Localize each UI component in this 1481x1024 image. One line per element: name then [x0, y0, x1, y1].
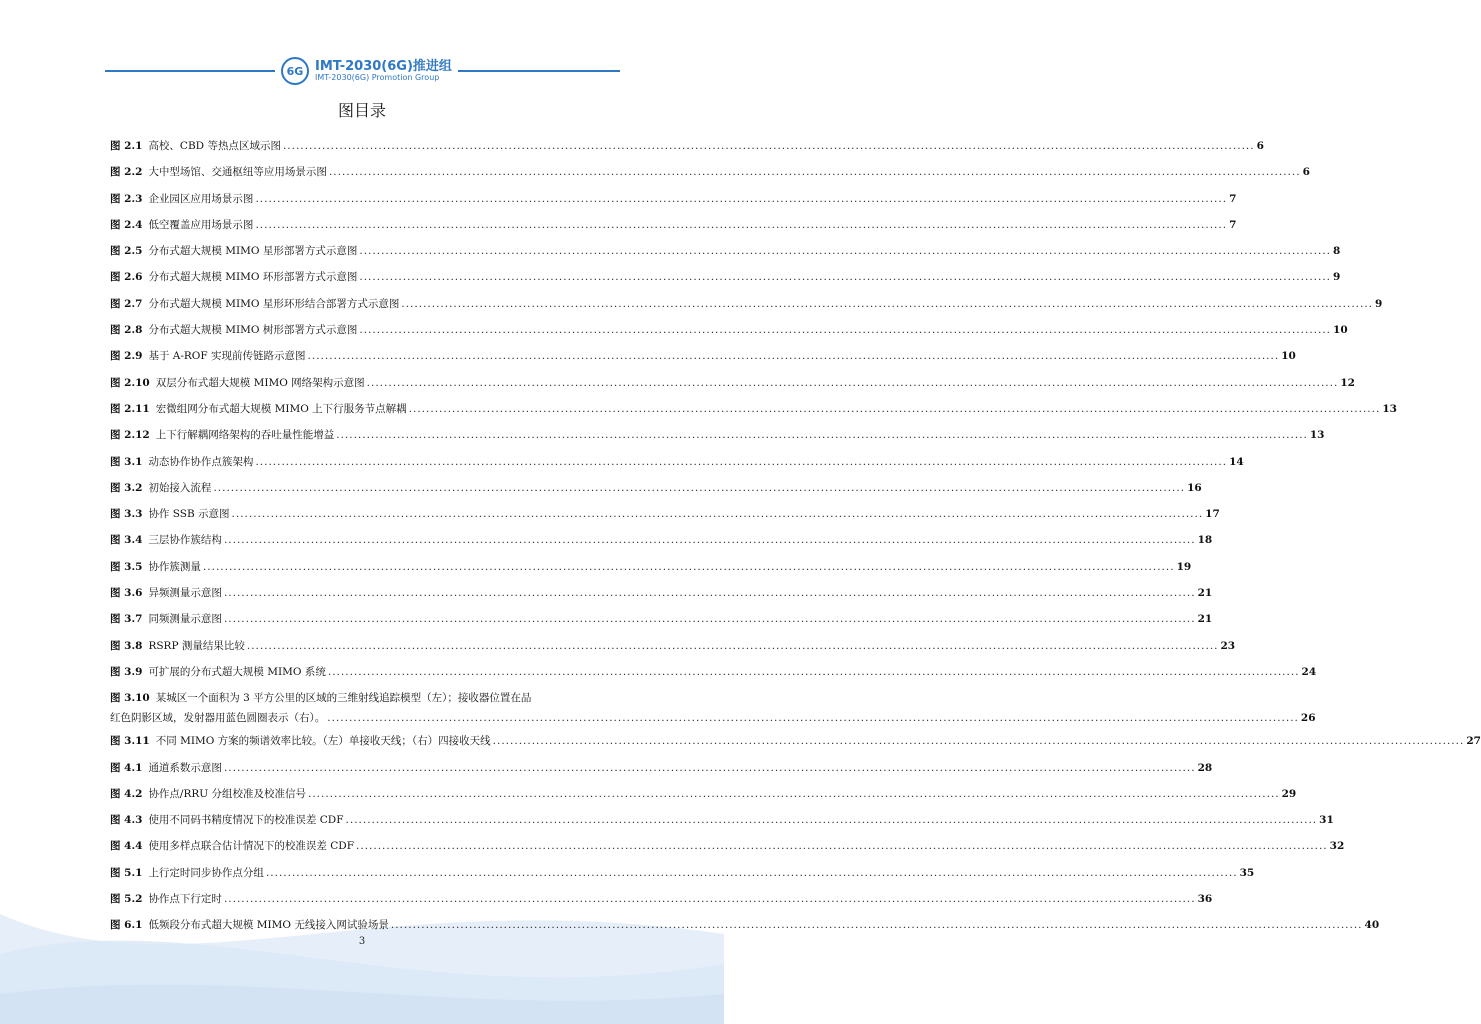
toc-entry-number: 图 5.1	[110, 866, 143, 879]
toc-leader-dots	[224, 527, 1196, 553]
toc-entry-page: 36	[1197, 893, 1213, 906]
toc-entry[interactable]	[110, 475, 1202, 501]
org-subtitle: IMT-2030(6G) Promotion Group	[315, 73, 440, 82]
toc-entry-title: 宏微组网分布式超大规模 MIMO 上下行服务节点解耦	[155, 402, 407, 415]
toc-entry[interactable]	[110, 133, 1264, 159]
toc-entry-page: 7	[1229, 218, 1237, 231]
toc-entry-title: 使用多样点联合估计情况下的校准误差 CDF	[148, 840, 355, 853]
toc-leader-dots	[224, 755, 1196, 781]
toc-entry[interactable]	[110, 755, 1213, 781]
page-header	[0, 54, 724, 94]
toc-entry-number: 图 2.5	[110, 245, 143, 258]
org-logo	[279, 54, 451, 88]
toc-entry-page: 29	[1281, 787, 1297, 800]
toc-entry-page: 28	[1197, 761, 1213, 774]
toc-entry-title: 分布式超大规模 MIMO 树形部署方式示意图	[148, 324, 358, 337]
toc-entry[interactable]	[110, 633, 1236, 659]
header-rule-right	[458, 70, 620, 72]
toc-entry-number: 图 4.3	[110, 814, 143, 827]
toc-entry-title: 上行定时同步协作点分组	[148, 866, 264, 879]
toc-leader-dots	[359, 238, 1331, 264]
toc-entry-title: 通道系数示意图	[148, 761, 222, 774]
toc-leader-dots	[409, 396, 1381, 422]
toc-entry[interactable]	[110, 833, 1345, 859]
toc-entry[interactable]	[110, 317, 1348, 343]
toc-leader-dots	[328, 659, 1300, 685]
toc-entry-number: 图 2.9	[110, 350, 143, 363]
toc-leader-dots	[308, 343, 1280, 369]
toc-leader-dots	[356, 833, 1328, 859]
toc-entry-title: 分布式超大规模 MIMO 星形环形结合部署方式示意图	[148, 297, 400, 310]
toc-entry-number: 图 2.8	[110, 324, 143, 337]
toc-entry-page: 17	[1205, 508, 1220, 521]
toc-entry-title: 初始接入流程	[148, 481, 212, 494]
toc-entry-number: 图 2.6	[110, 271, 143, 284]
toc-entry-title: 同频测量示意图	[148, 613, 222, 626]
toc-entry-number: 图 3.10	[110, 692, 150, 705]
toc-entry-page: 9	[1375, 297, 1383, 310]
toc-entry-number: 图 6.1	[110, 919, 143, 932]
toc-entry-title: 基于 A-ROF 实现前传链路示意图	[148, 350, 306, 363]
toc-entry-title: 分布式超大规模 MIMO 星形部署方式示意图	[148, 245, 358, 258]
toc-entry-number: 图 3.3	[110, 508, 143, 521]
toc-entry[interactable]	[110, 807, 1334, 833]
toc-leader-dots	[255, 449, 1227, 475]
toc-entry-title: 协作点/RRU 分组校准及校准信号	[148, 787, 306, 800]
toc-entry-number: 图 3.6	[110, 587, 143, 600]
toc-entry-page: 14	[1229, 455, 1244, 468]
toc-entry-page: 21	[1197, 587, 1213, 600]
toc-entry-title: 大中型场馆、交通枢纽等应用场景示图	[148, 166, 327, 179]
toc-leader-dots	[266, 860, 1238, 886]
toc-entry-page: 31	[1319, 814, 1334, 827]
toc-entry-page: 7	[1229, 192, 1237, 205]
toc-entry[interactable]	[110, 580, 1213, 606]
toc-entry-number: 图 3.2	[110, 481, 143, 494]
toc-entry[interactable]	[110, 396, 1397, 422]
toc-leader-dots	[493, 728, 1465, 754]
toc-entry[interactable]	[110, 449, 1244, 475]
toc-entry-title: 某城区一个面积为 3 平方公里的区域的三维射线追踪模型（左）；接收器位置在品	[155, 692, 532, 705]
toc-entry[interactable]	[110, 685, 1316, 728]
toc-leader-dots	[308, 781, 1280, 807]
toc-leader-dots	[367, 370, 1339, 396]
toc-leader-dots	[255, 186, 1227, 212]
toc-entry-page: 24	[1301, 665, 1317, 678]
toc-leader-dots	[247, 633, 1219, 659]
toc-entry-number: 图 2.12	[110, 429, 150, 442]
toc-entry-title: 分布式超大规模 MIMO 环形部署方式示意图	[148, 271, 358, 284]
toc-entry-page: 19	[1176, 560, 1192, 573]
toc-leader-dots	[283, 133, 1255, 159]
toc-entry[interactable]	[110, 264, 1341, 290]
toc-leader-dots	[224, 606, 1196, 632]
toc-entry[interactable]	[110, 860, 1255, 886]
toc-entry-title: RSRP 测量结果比较	[148, 639, 245, 652]
toc-entry-page: 21	[1197, 613, 1213, 626]
toc-leader-dots	[255, 212, 1227, 238]
toc-entry-page: 18	[1197, 534, 1213, 547]
toc-entry-title: 上下行解耦网络架构的吞吐量性能增益	[155, 429, 335, 442]
page-title: 图目录	[337, 101, 386, 120]
page-number: 3	[358, 936, 366, 947]
toc-entry-page: 13	[1382, 402, 1397, 415]
org-title: IMT-2030(6G)推进组	[315, 59, 452, 74]
toc-entry-page: 8	[1333, 245, 1341, 258]
toc-leader-dots	[224, 886, 1196, 912]
toc-leader-dots	[359, 264, 1331, 290]
toc-entry-page: 13	[1309, 429, 1325, 442]
toc-entry-number: 图 5.2	[110, 893, 143, 906]
toc-entry-number: 图 2.3	[110, 192, 143, 205]
toc-entry-title: 低频段分布式超大规模 MIMO 无线接入网试验场景	[148, 919, 389, 932]
toc-leader-dots	[391, 912, 1363, 938]
toc-entry-page: 23	[1220, 639, 1236, 652]
toc-entry-number: 图 4.2	[110, 787, 143, 800]
toc-entry-number: 图 3.5	[110, 560, 143, 573]
toc-entry[interactable]	[110, 728, 1481, 754]
toc-entry[interactable]	[110, 912, 1380, 938]
toc-entry-title: 不同 MIMO 方案的频谱效率比较。（左）单接收天线；（右）四接收天线	[155, 735, 491, 748]
toc-entry-title-continued: 红色阴影区域，发射器用蓝色圆圈表示（右）。	[110, 712, 326, 725]
toc-entry-number: 图 2.10	[110, 376, 150, 389]
toc-entry-title: 异频测量示意图	[148, 587, 222, 600]
toc-leader-dots	[329, 159, 1301, 185]
toc-entry-title: 协作簇测量	[148, 560, 201, 573]
toc-entry-title: 可扩展的分布式超大规模 MIMO 系统	[148, 665, 326, 678]
header-rule-left	[105, 70, 275, 72]
toc-entry[interactable]	[110, 238, 1341, 264]
toc-leader-dots	[232, 501, 1204, 527]
toc-entry-title: 低空覆盖应用场景示图	[148, 218, 254, 231]
toc-entry[interactable]	[110, 291, 1383, 317]
toc-entry-title: 协作点下行定时	[148, 893, 222, 906]
toc-entry[interactable]	[110, 886, 1213, 912]
toc-entry-number: 图 2.11	[110, 402, 150, 415]
toc-leader-dots	[359, 317, 1331, 343]
toc-entry[interactable]	[110, 212, 1237, 238]
figure-list	[110, 133, 1481, 939]
toc-entry-title: 动态协作协作点簇架构	[148, 455, 254, 468]
toc-entry[interactable]	[110, 554, 1192, 580]
toc-entry-page: 9	[1333, 271, 1341, 284]
toc-entry-number: 图 4.1	[110, 761, 143, 774]
toc-leader-dots	[327, 708, 1299, 728]
toc-leader-dots	[336, 422, 1308, 448]
toc-entry-page: 6	[1302, 166, 1310, 179]
toc-entry-page: 27	[1466, 735, 1481, 748]
logo-6g-icon: 6G	[281, 57, 309, 85]
toc-entry-page: 35	[1239, 866, 1255, 879]
toc-entry-title: 高校、CBD 等热点区域示图	[148, 140, 281, 152]
toc-leader-dots	[401, 291, 1373, 317]
toc-entry[interactable]	[110, 606, 1213, 632]
toc-entry[interactable]	[110, 659, 1317, 685]
toc-leader-dots	[224, 580, 1196, 606]
toc-leader-dots	[213, 475, 1185, 501]
toc-entry-number: 图 3.4	[110, 534, 143, 547]
toc-entry-number: 图 3.9	[110, 665, 143, 678]
toc-entry[interactable]	[110, 370, 1355, 396]
toc-entry-page: 12	[1340, 376, 1355, 389]
toc-entry[interactable]	[110, 781, 1297, 807]
toc-entry-number: 图 3.8	[110, 639, 143, 652]
toc-entry-number: 图 2.2	[110, 166, 143, 179]
toc-entry-page: 6	[1256, 140, 1264, 152]
toc-entry-number: 图 3.7	[110, 613, 143, 626]
toc-entry-number: 图 2.1	[110, 140, 143, 152]
toc-entry-title: 使用不同码书精度情况下的校准误差 CDF	[148, 814, 344, 827]
toc-entry[interactable]	[110, 422, 1325, 448]
toc-entry-page: 16	[1187, 481, 1202, 494]
toc-entry-number: 图 3.1	[110, 455, 143, 468]
toc-entry-title: 协作 SSB 示意图	[148, 508, 230, 521]
toc-entry-number: 图 2.4	[110, 218, 143, 231]
toc-entry-page: 32	[1329, 840, 1345, 853]
toc-leader-dots	[203, 554, 1175, 580]
toc-entry-title: 双层分布式超大规模 MIMO 网络架构示意图	[155, 376, 365, 389]
toc-entry[interactable]	[110, 186, 1237, 212]
toc-entry-title: 三层协作簇结构	[148, 534, 222, 547]
toc-entry-title: 企业园区应用场景示图	[148, 192, 254, 205]
toc-entry-page: 10	[1281, 350, 1296, 363]
toc-entry[interactable]	[110, 527, 1213, 553]
toc-entry-number: 图 3.11	[110, 735, 150, 748]
toc-leader-dots	[346, 807, 1318, 833]
toc-entry[interactable]	[110, 343, 1296, 369]
toc-entry-number: 图 2.7	[110, 297, 143, 310]
toc-entry-page: 10	[1333, 324, 1348, 337]
toc-entry-page: 40	[1364, 919, 1380, 932]
toc-entry[interactable]	[110, 159, 1310, 185]
toc-entry-number: 图 4.4	[110, 840, 143, 853]
toc-entry[interactable]	[110, 501, 1220, 527]
toc-entry-page: 26	[1300, 712, 1316, 725]
